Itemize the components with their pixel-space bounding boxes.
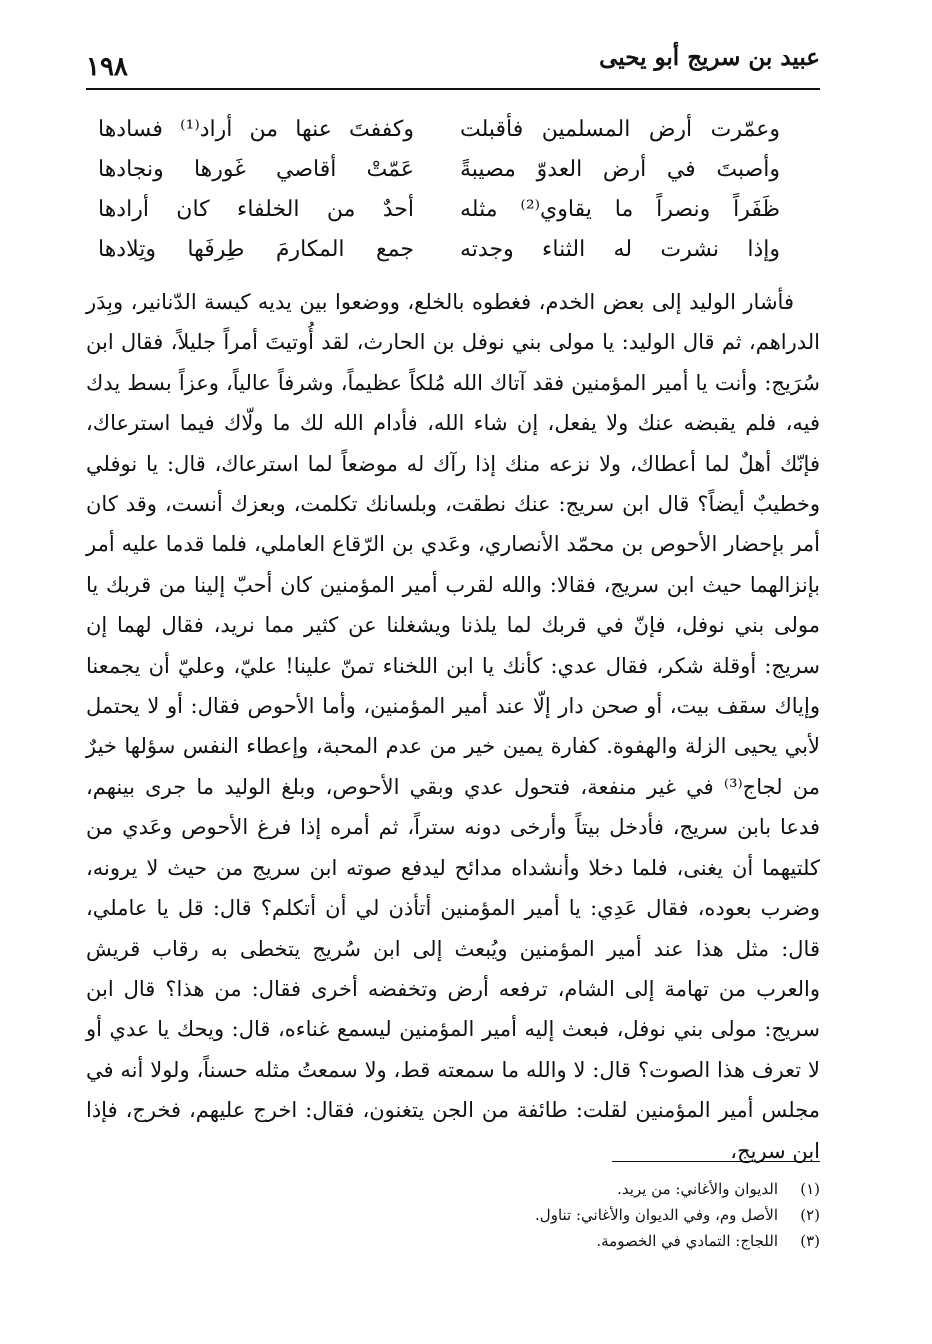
- poem-verses: [86, 110, 820, 290]
- verse-second-hemistich: عَمّتْ أقاصي غَورها ونجادها: [98, 157, 414, 182]
- footnote-number: (١): [800, 1180, 820, 1198]
- footnote-text: الأصل وم، وفي الديوان والأغاني: تناول.: [535, 1206, 778, 1224]
- verse-second-hemistich: أحدٌ من الخلفاء كان أرادها: [98, 197, 414, 222]
- verse-line: [86, 230, 820, 270]
- verse-line: [86, 190, 820, 230]
- verse-first-hemistich: ظَفَراً ونصراً ما يقاوي⁽²⁾ مثله: [460, 197, 780, 222]
- verse-first-hemistich: وعمّرت أرض المسلمين فأقبلت: [460, 117, 780, 142]
- footnote-text: اللجاج: التمادي في الخصومة.: [596, 1232, 778, 1250]
- verse-line: [86, 110, 820, 150]
- verse-second-hemistich: جمع المكارمَ طِرفَها وتِلادها: [98, 237, 414, 262]
- footnote: [300, 1202, 820, 1228]
- verse-first-hemistich: وإذا نشرت له الثناء وجدته: [460, 237, 780, 262]
- verse-line: [86, 150, 820, 190]
- running-title: عبيد بن سريج أبو يحيى: [599, 44, 820, 71]
- footnote-divider: [612, 1161, 820, 1162]
- page-number: ١٩٨: [86, 52, 128, 82]
- verse-first-hemistich: وأصبتَ في أرض العدوّ مصيبةً: [460, 157, 780, 182]
- footnote-text: الديوان والأغاني: من يريد.: [617, 1180, 778, 1198]
- verse-second-hemistich: وكففتَ عنها من أراد⁽¹⁾ فسادها: [98, 117, 414, 142]
- footnotes: [300, 1176, 820, 1254]
- footnote: [300, 1176, 820, 1202]
- footnote-number: (٣): [800, 1232, 820, 1250]
- footnote: [300, 1228, 820, 1254]
- footnote-number: (٢): [800, 1206, 820, 1224]
- body-text: [86, 282, 820, 1171]
- page-header: [86, 38, 820, 90]
- body-paragraph: فأشار الوليد إلى بعض الخدم، فغطوه بالخلع، ووضعوا بين يديه كيسة الدّنانير، وبِدَر الدراهم، ثم قال الوليد: يا مولى بني نوفل بن الحارث، لقد أُوتيتَ أمراً جليلاً، فقال ابن سُرَيج: وأنت يا أمير المؤمنين فقد آتاك الله مُلكاً عظيماً، وشرفاً عالياً، وعزاً بسط يدك فيه، فلم يقبضه عنك ولا يفعل، إن شاء الله، فأدام الله لك ما ولّاك فيما استرعاك، فإنّك أهلٌ لما أعطاك، ولا نزعه منك إذا رآك له موضعاً لما استرعاك، قال: يا نوفلي وخطيبٌ أيضاً؟ قال ابن سريج: عنك نطقت، وبلسانك تكلمت، وبعزك أنست، وقد كان أمر بإحضار الأحوص بن محمّد الأنصاري، وعَدي بن الرّقاع العاملي، فلما قدما عليه أمر بإنزالهما حيث ابن سريج، فقالا: والله لقرب أمير المؤمنين كان أحبّ إلينا من قربك يا مولى بني نوفل، فإنّ في قربك لما يلذنا ويشغلنا عن كثير مما نريد، فقال لهما إن سريج: أوقلة شكر، فقال عدي: كأنك يا ابن اللخناء تمنّ علينا! عليّ، وعليّ أن يجمعنا وإياك سقف بيت، أو صحن دار إلّا عند أمير المؤمنين، وأما الأحوص فقال: أو لا يحتمل لأبي يحيى الزلة والهفوة. كفارة يمين خير من عدم المحبة، وإعطاء النفس سؤلها خيرٌ من لجاج⁽³⁾ في غير منفعة، فتحول عدي وبقي الأحوص، وبلغ الوليد ما جرى بينهم، فدعا بابن سريج، فأدخل بيتاً وأرخى دونه ستراً، ثم أمره إذا فرغ الأحوص وعَدي من كلتيهما أن يغنى، فلما دخلا وأنشداه مدائح ليدفع صوته ابن سريج من حيث لا يرونه، وضرب بعوده، فقال عَدِي: يا أمير المؤمنين أتأذن لي أن أتكلم؟ قال: قل يا عاملي، قال: مثل هذا عند أمير المؤمنين ويُبعث إلى ابن سُريج يتخطى به رقاب قريش والعرب من تهامة إلى الشام، ترفعه أرض وتخفضه أخرى فقال: من هذا؟ قال ابن سريج: مولى بني نوفل، فبعث إليه أمير المؤمنين ليسمع غناءه، قال: ويحك يا عدي أو لا تعرف هذا الصوت؟ قال: لا والله ما سمعته قط، ولا سمعتُ مثله حسناً، ولولا أنه في مجلس أمير المؤمنين لقلت: طائفة من الجن يتغنون، فقال: اخرج عليهم، فخرج، فإذا ابن سريج،: [86, 290, 820, 1163]
